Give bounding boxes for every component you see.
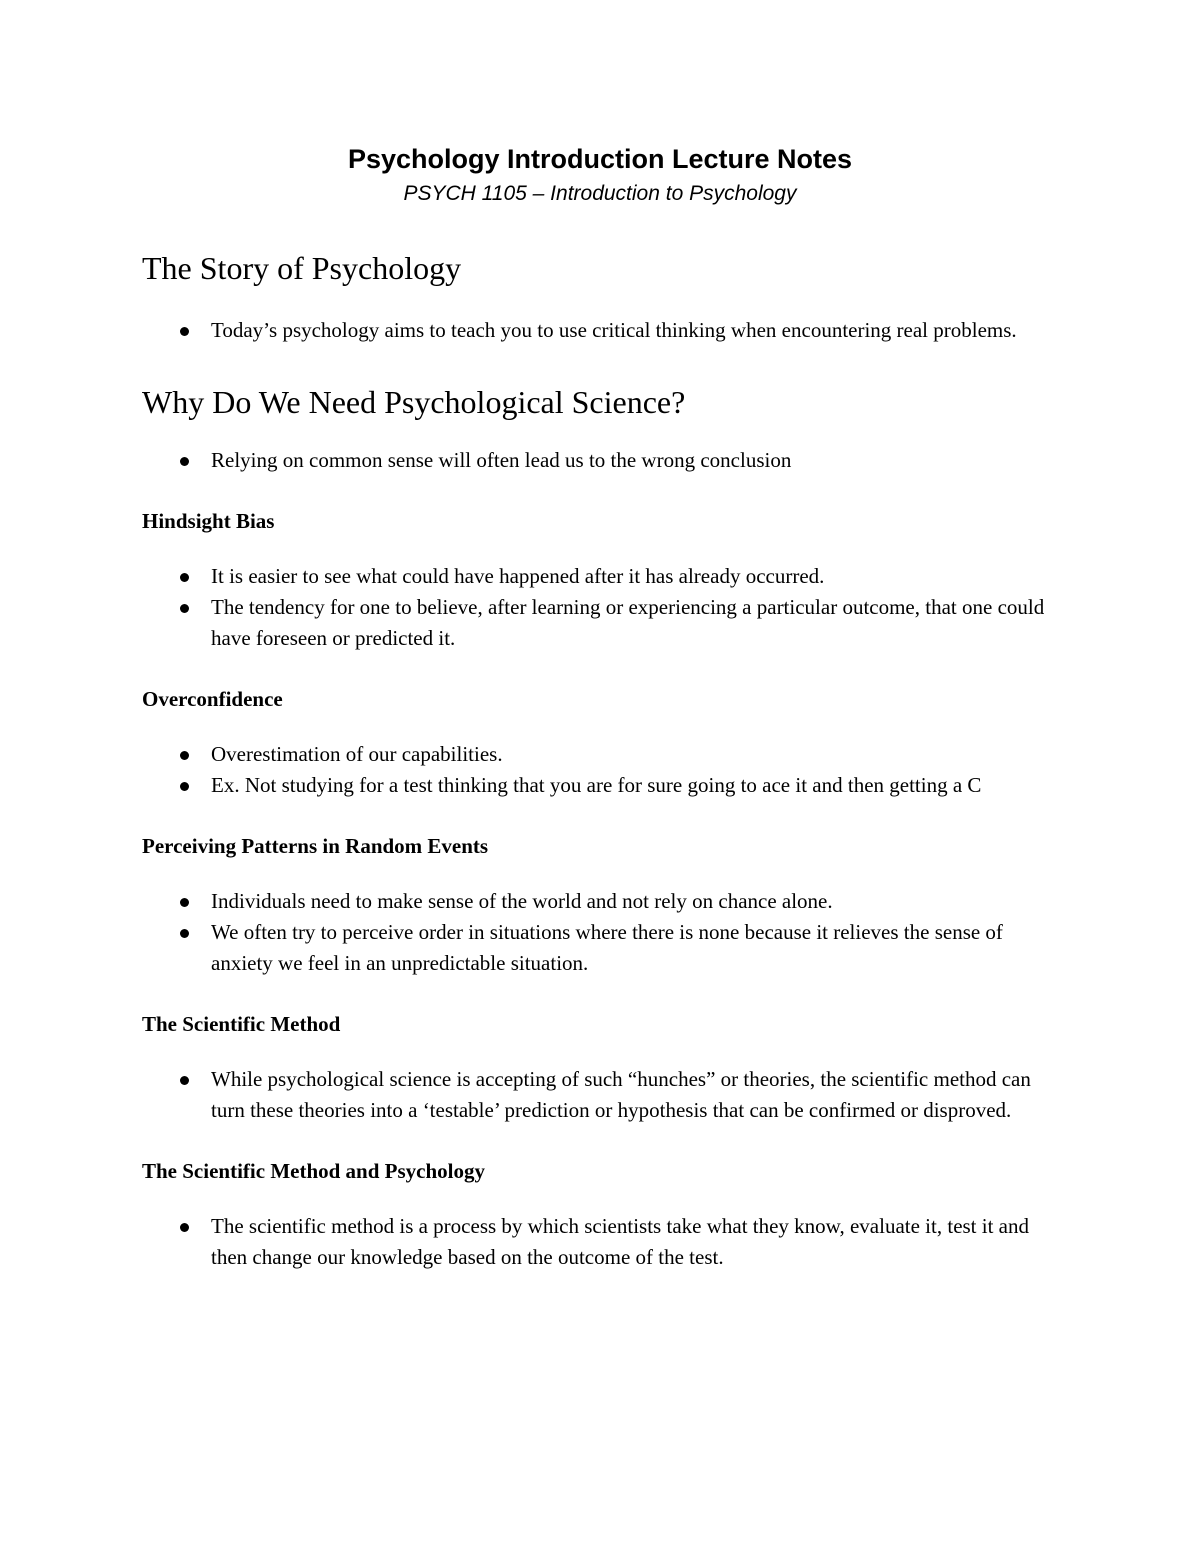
list-item bbox=[142, 315, 1024, 346]
list-item-text: Today’s psychology aims to teach you to use critical thinking when encountering real problems. bbox=[211, 318, 1017, 342]
list-item bbox=[142, 1064, 1031, 1126]
list-item bbox=[142, 886, 1062, 917]
list-item-text: It is easier to see what could have happened after it has already occurred. bbox=[211, 564, 825, 588]
list-item-text: Relying on common sense will often lead us to the wrong conclusion bbox=[211, 448, 792, 472]
bullet-dot-icon bbox=[180, 604, 189, 613]
list-item-text: We often try to perceive order in situations where there is none because it relieves the sense of anxiety we feel in an unpredictable situation. bbox=[211, 920, 1003, 975]
bullet-dot-icon bbox=[180, 782, 189, 791]
subsection-heading: Hindsight Bias bbox=[142, 509, 275, 533]
list-item-text: The scientific method is a process by which scientists take what they know, evaluate it, test it and then change our knowledge based on the outcome of the test. bbox=[211, 1214, 1030, 1269]
bullet-list bbox=[142, 886, 1062, 979]
section-heading: The Story of Psychology bbox=[142, 250, 462, 286]
list-item bbox=[142, 917, 1041, 979]
list-item-text: Individuals need to make sense of the world and not rely on chance alone. bbox=[211, 889, 833, 913]
bullet-dot-icon bbox=[180, 751, 189, 760]
document-title: Psychology Introduction Lecture Notes bbox=[347, 144, 853, 174]
list-item-text: Overestimation of our capabilities. bbox=[211, 742, 503, 766]
bullet-list bbox=[142, 561, 1062, 654]
bullet-dot-icon bbox=[180, 1076, 189, 1085]
subsection-heading: The Scientific Method bbox=[142, 1012, 341, 1036]
subsection-heading: Overconfidence bbox=[142, 687, 283, 711]
list-item-text: While psychological science is accepting of such “hunches” or theories, the scientific method can turn these theories into a ‘testable’ prediction or hypothesis that can be confirmed or disproved. bbox=[211, 1067, 1031, 1122]
bullet-dot-icon bbox=[180, 929, 189, 938]
bullet-dot-icon bbox=[180, 327, 189, 336]
list-item bbox=[142, 739, 1062, 770]
list-item bbox=[142, 561, 1062, 592]
bullet-list bbox=[142, 445, 1062, 476]
list-item-text: The tendency for one to believe, after learning or experiencing a particular outcome, that one could have foreseen or predicted it. bbox=[211, 595, 1045, 650]
list-item bbox=[142, 770, 1056, 801]
subsection-heading: The Scientific Method and Psychology bbox=[142, 1159, 486, 1183]
subsection-heading: Perceiving Patterns in Random Events bbox=[142, 834, 489, 858]
section-heading: Why Do We Need Psychological Science? bbox=[142, 384, 686, 420]
bullet-dot-icon bbox=[180, 457, 189, 466]
bullet-list bbox=[142, 1211, 1062, 1273]
bullet-dot-icon bbox=[180, 1223, 189, 1232]
list-item bbox=[142, 445, 1062, 476]
bullet-list bbox=[142, 739, 1062, 801]
list-item-text: Ex. Not studying for a test thinking that you are for sure going to ace it and then getting a C bbox=[211, 773, 982, 797]
bullet-dot-icon bbox=[180, 898, 189, 907]
list-item bbox=[142, 592, 1049, 654]
document-body bbox=[142, 248, 1062, 1273]
list-item bbox=[142, 1211, 1041, 1273]
bullet-list bbox=[142, 315, 1062, 346]
bullet-list bbox=[142, 1064, 1062, 1126]
document-subtitle: PSYCH 1105 – Introduction to Psychology bbox=[403, 182, 797, 205]
bullet-dot-icon bbox=[180, 573, 189, 582]
